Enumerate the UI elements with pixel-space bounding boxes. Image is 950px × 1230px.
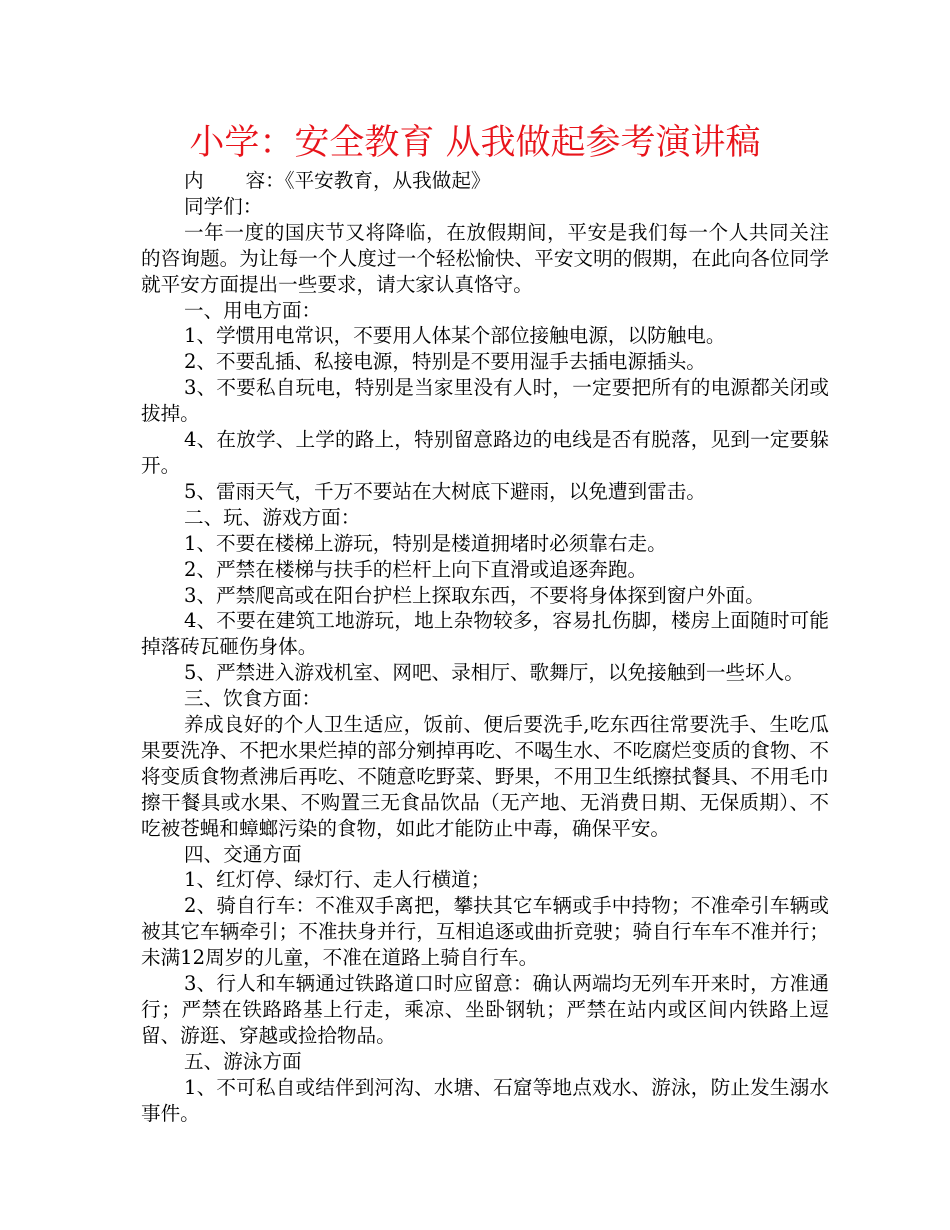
play-item-4: 4、不要在建筑工地游玩，地上杂物较多，容易扎伤脚，楼房上面随时可能掉落砖瓦砸伤身体。 bbox=[141, 609, 829, 659]
play-item-2: 2、严禁在楼梯与扶手的栏杆上向下直滑或追逐奔跑。 bbox=[184, 557, 648, 581]
content-label-part-1: 内 bbox=[184, 169, 204, 192]
section-heading-play: 二、玩、游戏方面： bbox=[184, 505, 361, 529]
document-title: 小学：安全教育 从我做起参考演讲稿 bbox=[189, 123, 761, 163]
section-heading-diet: 三、饮食方面： bbox=[184, 687, 322, 711]
electricity-item-3: 3、不要私自玩电，特别是当家里没有人时，一定要把所有的电源都关闭或拔掉。 bbox=[141, 376, 829, 426]
swimming-item-1: 1、不可私自或结伴到河沟、水塘、石窟等地点戏水、游泳，防止发生溺水事件。 bbox=[141, 1075, 829, 1125]
traffic-item-3: 3、行人和车辆通过铁路道口时应留意：确认两端均无列车开来时，方准通行；严禁在铁路路基上行走，乘凉、坐卧钢轨；严禁在站内或区间内铁路上逗留、游逛、穿越或捡拾物品。 bbox=[141, 972, 829, 1047]
document-body bbox=[141, 168, 829, 1127]
electricity-item-5: 5、雷雨天气，千万不要站在大树底下避雨，以免遭到雷击。 bbox=[184, 479, 706, 503]
content-label-part-2: 容： bbox=[245, 169, 285, 192]
greeting: 同学们： bbox=[184, 194, 263, 218]
electricity-item-4: 4、在放学、上学的路上，特别留意路边的电线是否有脱落，见到一定要躲开。 bbox=[141, 428, 829, 477]
section-heading-swimming: 五、游泳方面 bbox=[184, 1049, 302, 1073]
traffic-item-2: 2、骑自行车：不准双手离把，攀扶其它车辆或手中持物；不准牵引车辆或被其它车辆牵引；不准扶身并行，互相追逐或曲折竞驶；骑自行车车不准并行；未满12周岁的儿童，不准在道路上骑自行车。 bbox=[141, 894, 829, 970]
play-item-3: 3、严禁爬高或在阳台护栏上探取东西，不要将身体探到窗户外面。 bbox=[184, 583, 765, 607]
electricity-item-1: 1、学惯用电常识，不要用人体某个部位接触电源，以防触电。 bbox=[184, 324, 726, 348]
section-heading-electricity: 一、用电方面： bbox=[184, 298, 322, 322]
diet-paragraph: 养成良好的个人卫生适应，饭前、便后要洗手,吃东西往常要洗手、生吃瓜果要洗净、不把水果烂掉的部分剜掉再吃、不喝生水、不吃腐烂变质的食物、不将变质食物煮沸后再吃、不随意吃野菜、野果，不用卫生纸擦拭餐具、不用毛巾擦干餐具或水果、不购置三无食品饮品（无产地、无消费日期、无保质期）、不吃被苍蝇和蟑螂污染的食物，如此才能防止中毒，确保平安。 bbox=[141, 713, 829, 840]
play-item-1: 1、不要在楼梯上游玩，特别是楼道拥堵时必须靠右走。 bbox=[184, 531, 667, 555]
section-heading-traffic: 四、交通方面 bbox=[184, 842, 302, 866]
traffic-item-1: 1、红灯停、绿灯行、走人行横道； bbox=[184, 868, 491, 892]
play-item-5: 5、严禁进入游戏机室、网吧、录相厅、歌舞厅，以免接触到一些坏人。 bbox=[184, 661, 804, 685]
content-line bbox=[141, 168, 829, 194]
electricity-item-2: 2、不要乱插、私接电源，特别是不要用湿手去插电源插头。 bbox=[184, 350, 706, 374]
content-value: 《平安教育，从我做起》 bbox=[284, 169, 491, 192]
intro-paragraph: 一年一度的国庆节又将降临，在放假期间，平安是我们每一个人共同关注的咨询题。为让每一个人度过一个轻松愉快、平安文明的假期，在此向各位同学就平安方面提出一些要求，请大家认真恪守。 bbox=[141, 220, 829, 296]
